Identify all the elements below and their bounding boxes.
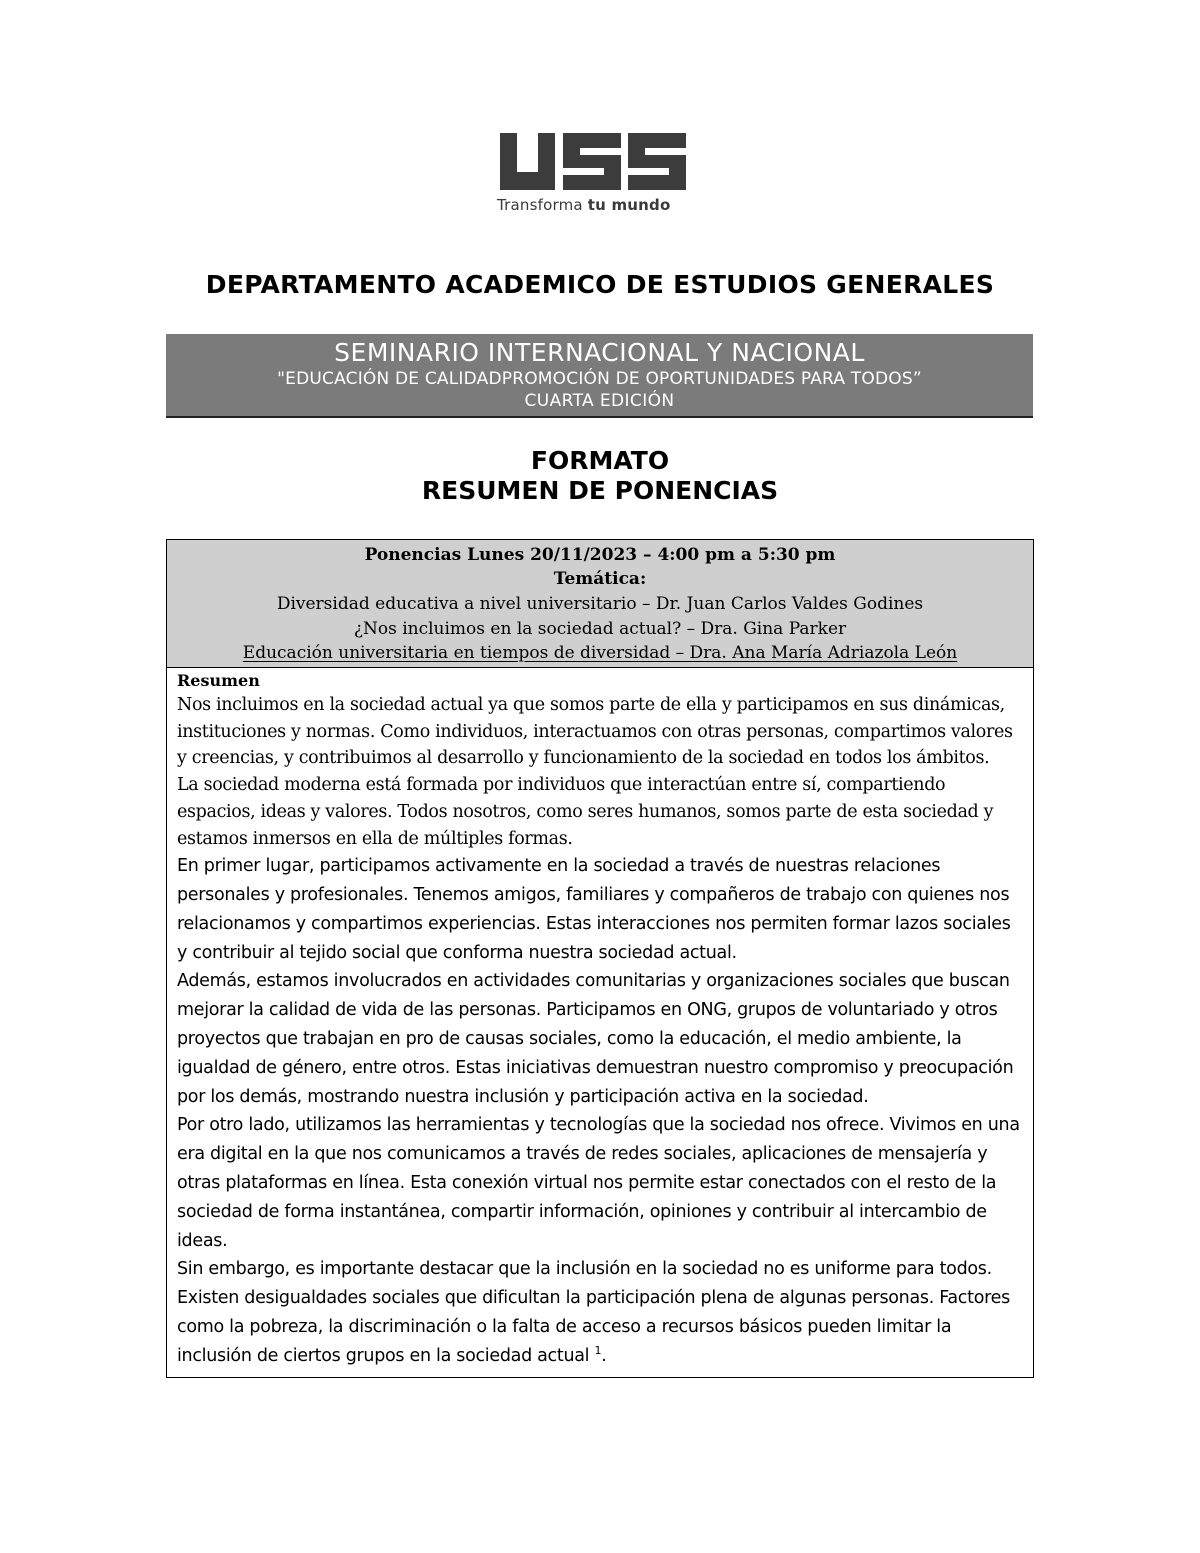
talk-item: ¿Nos incluimos en la sociedad actual? – Dra. Gina Parker bbox=[353, 619, 847, 639]
document-heading bbox=[0, 446, 1200, 506]
department-title: DEPARTAMENTO ACADEMICO DE ESTUDIOS GENERALES bbox=[205, 270, 995, 299]
heading-resumen: RESUMEN DE PONENCIAS bbox=[421, 476, 779, 505]
summary-table bbox=[166, 539, 1034, 1378]
summary-paragraph: Además, estamos involucrados en actividades comunitarias y organizaciones sociales que buscan mejorar la calidad de vida de las personas. Participamos en ONG, grupos de voluntariado y otros proyectos que trabajan en pro de causas sociales, como la educación, el medio ambiente, la igualdad de género, entre otros. Estas iniciativas demuestran nuestro compromiso y preocupación por los demás, mostrando nuestra inclusión y participación activa en la sociedad. bbox=[177, 971, 1014, 1107]
tagline-bold: tu mundo bbox=[587, 196, 671, 214]
table-header bbox=[167, 540, 1033, 668]
summary-paragraph-last bbox=[177, 1255, 1023, 1370]
last-paragraph-text: Sin embargo, es importante destacar que la inclusión en la sociedad no es uniforme para todos. Existen desigualdades sociales que dificultan la participación plena de algunas personas. Factores como la pobreza, la discriminación o la falta de acceso a recursos básicos pueden limitar la inclusión de ciertos grupos en la sociedad actual bbox=[177, 1259, 1010, 1366]
table-body bbox=[167, 668, 1033, 1377]
summary-paragraph: La sociedad moderna está formada por individuos que interactúan entre sí, compartiendo espacios, ideas y valores. Todos nosotros, como seres humanos, somos parte de esta sociedad y estamos inmersos en ella de múltiples formas. bbox=[177, 775, 994, 849]
summary-label: Resumen bbox=[177, 671, 260, 690]
banner-subtitle: "EDUCACIÓN DE CALIDADPROMOCIÓN DE OPORTUNIDADES PARA TODOS” bbox=[277, 369, 922, 389]
summary-paragraph: Nos incluimos en la sociedad actual ya que somos parte de ella y participamos en sus dinámicas, instituciones y normas. Como individuos, interactuamos con otras personas, compartimos valores y creencias, y contribuimos al desarrollo y funcionamiento de la sociedad en todos los ámbitos. bbox=[177, 695, 1013, 769]
heading-formato: FORMATO bbox=[530, 446, 670, 475]
summary-paragraph: Por otro lado, utilizamos las herramientas y tecnologías que la sociedad nos ofrece. Vivimos en una era digital en la que nos comunicamos a través de redes sociales, aplicaciones de mensajería y otras plataformas en línea. Esta conexión virtual nos permite estar conectados con el resto de la sociedad de forma instantánea, compartir información, opiniones y contribuir al intercambio de ideas. bbox=[177, 1115, 1020, 1251]
summary-paragraph: En primer lugar, participamos activamente en la sociedad a través de nuestras relaciones personales y profesionales. Tenemos amigos, familiares y compañeros de trabajo con quienes nos relacionamos y compartimos experiencias. Estas interacciones nos permiten formar lazos sociales y contribuir al tejido social que conforma nuestra sociedad actual. bbox=[177, 856, 1011, 963]
banner-title: SEMINARIO INTERNACIONAL Y NACIONAL bbox=[334, 338, 865, 367]
talk-item: Educación universitaria en tiempos de diversidad – Dra. Ana María Adriazola León bbox=[242, 643, 958, 663]
logo-tagline bbox=[497, 196, 670, 214]
talk-item: Diversidad educativa a nivel universitario – Dr. Juan Carlos Valdes Godines bbox=[276, 594, 924, 614]
footnote-marker[interactable]: 1 bbox=[594, 1343, 602, 1357]
banner-edition: CUARTA EDICIÓN bbox=[524, 391, 675, 411]
last-period: . bbox=[601, 1345, 607, 1366]
session-line: Ponencias Lunes 20/11/2023 – 4:00 pm a 5:30 pm bbox=[364, 545, 836, 565]
seminar-banner bbox=[166, 334, 1033, 418]
theme-label: Temática: bbox=[553, 569, 647, 589]
tagline-light: Transforma bbox=[497, 196, 583, 214]
